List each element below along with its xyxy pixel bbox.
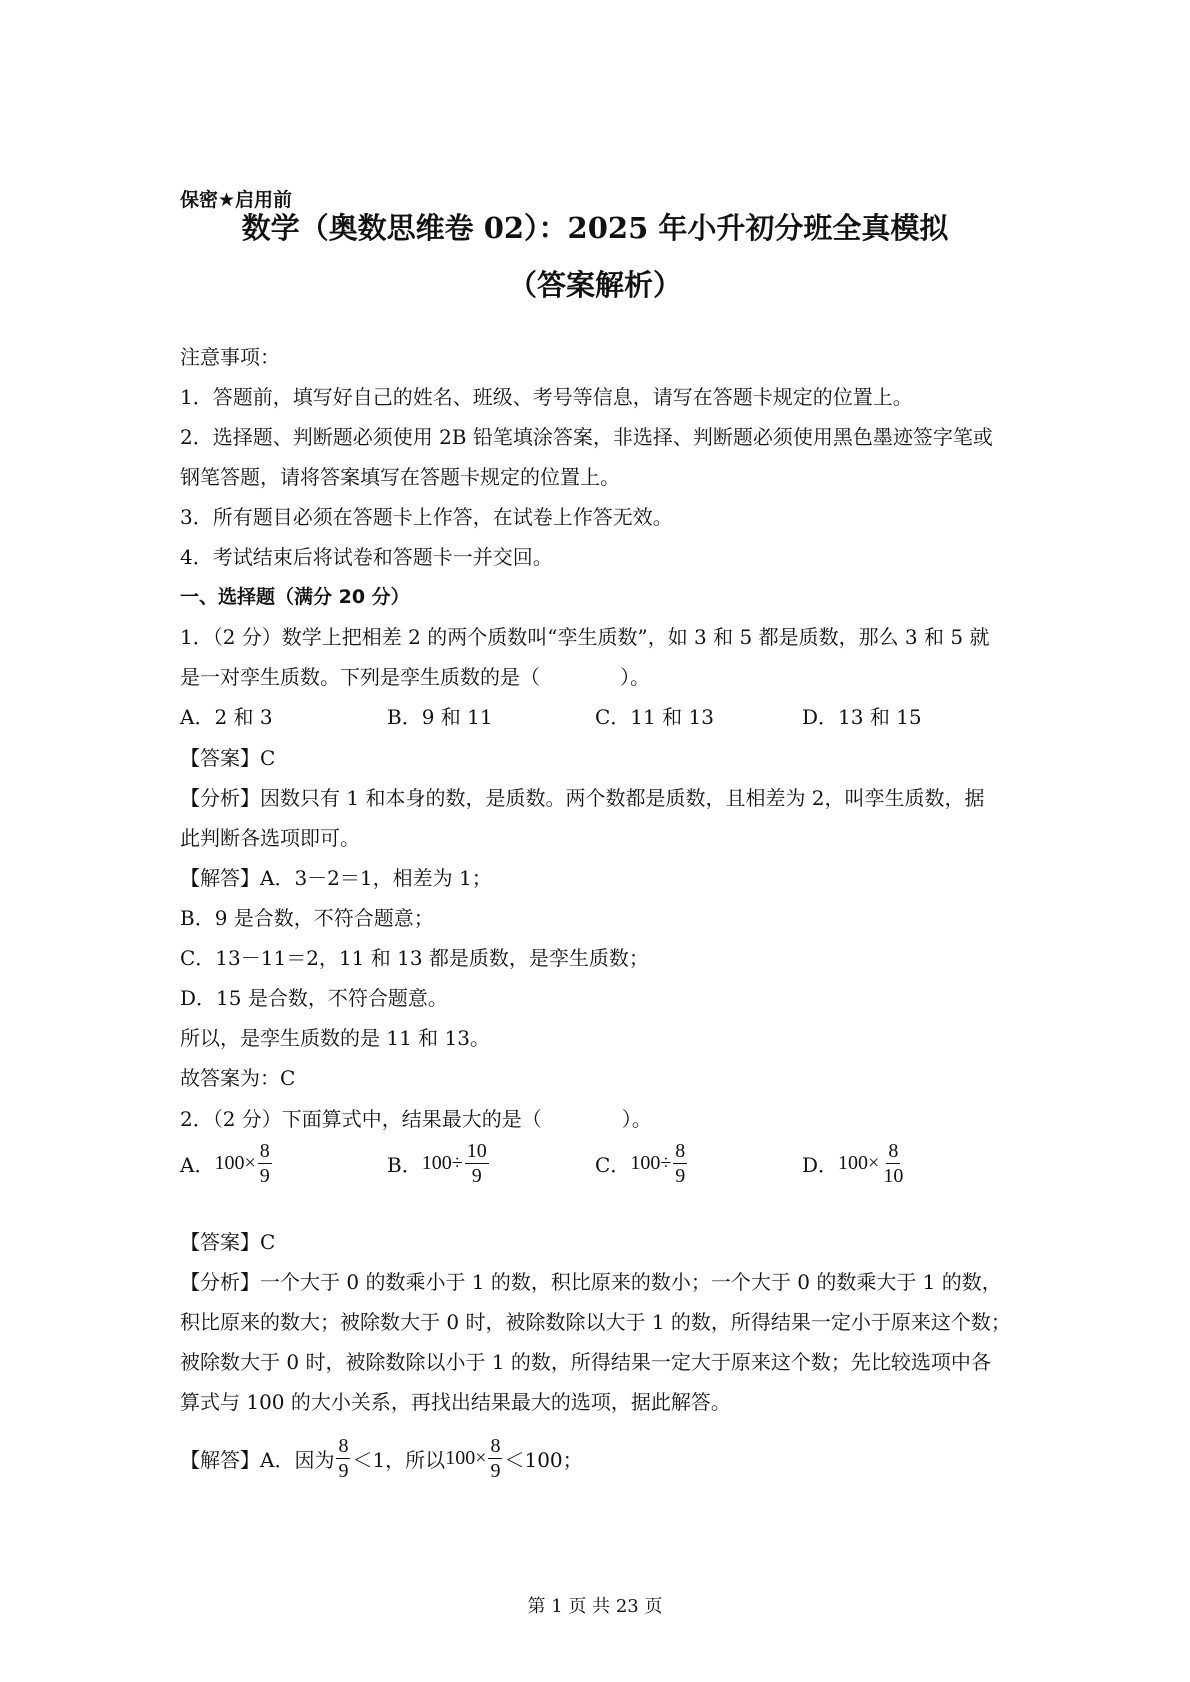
q1-option-d: D．13 和 15 <box>802 705 922 729</box>
option-expression: 100× <box>838 1152 880 1174</box>
confidential-label: 保密★启用前 <box>180 189 293 211</box>
q2-option-c <box>595 1140 689 1187</box>
fraction <box>336 1435 350 1482</box>
q2-analysis: 算式与 100 的大小关系，再找出结果最大的选项，据此解答。 <box>180 1390 731 1414</box>
numerator: 8 <box>338 1435 349 1457</box>
fraction <box>465 1140 489 1187</box>
option-label: B． <box>387 1153 422 1177</box>
q1-solution-line: 故答案为：C <box>180 1066 296 1090</box>
q1-option-b: B．9 和 11 <box>387 705 493 729</box>
q1-solution-line: B．9 是合数，不符合题意； <box>180 906 434 930</box>
fraction <box>673 1140 687 1187</box>
page-footer: 第 1 页 共 23 页 <box>527 1596 663 1617</box>
denominator: 10 <box>883 1165 904 1187</box>
q1-stem: 1．（2 分）数学上把相差 2 的两个质数叫“孪生质数”，如 3 和 5 都是质数，那么 3 和 5 就 <box>180 625 990 649</box>
q2-analysis: 【分析】一个大于 0 的数乘小于 1 的数，积比原来的数小；一个大于 0 的数乘大于 1 的数， <box>180 1270 1002 1294</box>
fraction <box>258 1140 272 1187</box>
numerator: 8 <box>490 1435 501 1457</box>
q1-analysis: 此判断各选项即可。 <box>180 826 360 850</box>
q1-analysis: 【分析】因数只有 1 和本身的数，是质数。两个数都是质数，且相差为 2，叫孪生质数，据 <box>180 786 985 810</box>
q1-stem: 是一对孪生质数。下列是孪生质数的是（ ）。 <box>180 665 650 689</box>
notice-item: 3．所有题目必须在答题卡上作答，在试卷上作答无效。 <box>180 505 673 529</box>
solution-prefix: 【解答】A．因为 <box>180 1448 335 1472</box>
q2-analysis: 被除数大于 0 时，被除数除以小于 1 的数，所得结果一定大于原来这个数；先比较选项中各 <box>180 1350 991 1374</box>
denominator: 9 <box>259 1165 270 1187</box>
option-label: C． <box>595 1153 631 1177</box>
solution-expression: 100× <box>445 1447 487 1469</box>
option-expression: 100× <box>214 1152 256 1174</box>
numerator: 8 <box>675 1140 686 1162</box>
q1-solution-line: 【解答】A．3－2＝1，相差为 1； <box>180 866 492 890</box>
q1-option-c: C．11 和 13 <box>595 705 714 729</box>
fraction <box>881 1140 905 1187</box>
numerator: 8 <box>888 1140 899 1162</box>
q2-option-b <box>387 1140 491 1187</box>
notice-item: 1．答题前，填写好自己的姓名、班级、考号等信息，请写在答题卡规定的位置上。 <box>180 385 913 409</box>
notice-item: 钢笔答题，请将答案填写在答题卡规定的位置上。 <box>180 465 620 489</box>
q2-option-d <box>802 1140 907 1187</box>
q1-option-a: A．2 和 3 <box>180 705 273 729</box>
numerator: 10 <box>466 1140 487 1162</box>
q2-solution-start <box>180 1435 583 1482</box>
solution-middle: ＜1，所以 <box>352 1448 446 1472</box>
notice-item: 2．选择题、判断题必须使用 2B 铅笔填涂答案，非选择、判断题必须使用黑色墨迹签字笔或 <box>180 425 993 449</box>
solution-suffix: ＜100； <box>504 1448 583 1472</box>
denominator: 9 <box>490 1460 501 1482</box>
option-expression: 100÷ <box>630 1152 672 1174</box>
q2-analysis: 积比原来的数大；被除数大于 0 时，被除数除以大于 1 的数，所得结果一定小于原来这个数； <box>180 1310 1011 1334</box>
notice-item: 4．考试结束后将试卷和答题卡一并交回。 <box>180 545 553 569</box>
denominator: 9 <box>471 1165 482 1187</box>
q1-solution-line: C．13－11＝2，11 和 13 都是质数，是孪生质数； <box>180 946 649 970</box>
fraction <box>488 1435 502 1482</box>
denominator: 9 <box>338 1460 349 1482</box>
numerator: 8 <box>259 1140 270 1162</box>
page-title: 数学（奥数思维卷 02）：2025 年小升初分班全真模拟 <box>241 211 949 245</box>
notice-heading: 注意事项： <box>180 345 280 369</box>
q2-option-a <box>180 1140 274 1187</box>
q1-solution-line: 所以，是孪生质数的是 11 和 13。 <box>180 1026 490 1050</box>
q1-answer: 【答案】C <box>180 746 276 770</box>
option-label: A． <box>180 1153 215 1177</box>
option-expression: 100÷ <box>421 1152 463 1174</box>
q2-stem: 2．（2 分）下面算式中，结果最大的是（ ）。 <box>180 1107 652 1131</box>
section-heading: 一、选择题（满分 20 分） <box>180 586 410 608</box>
q1-solution-line: D．15 是合数，不符合题意。 <box>180 986 448 1010</box>
page-subtitle: （答案解析） <box>507 268 682 302</box>
q2-answer: 【答案】C <box>180 1230 276 1254</box>
denominator: 9 <box>675 1165 686 1187</box>
option-label: D． <box>802 1153 839 1177</box>
